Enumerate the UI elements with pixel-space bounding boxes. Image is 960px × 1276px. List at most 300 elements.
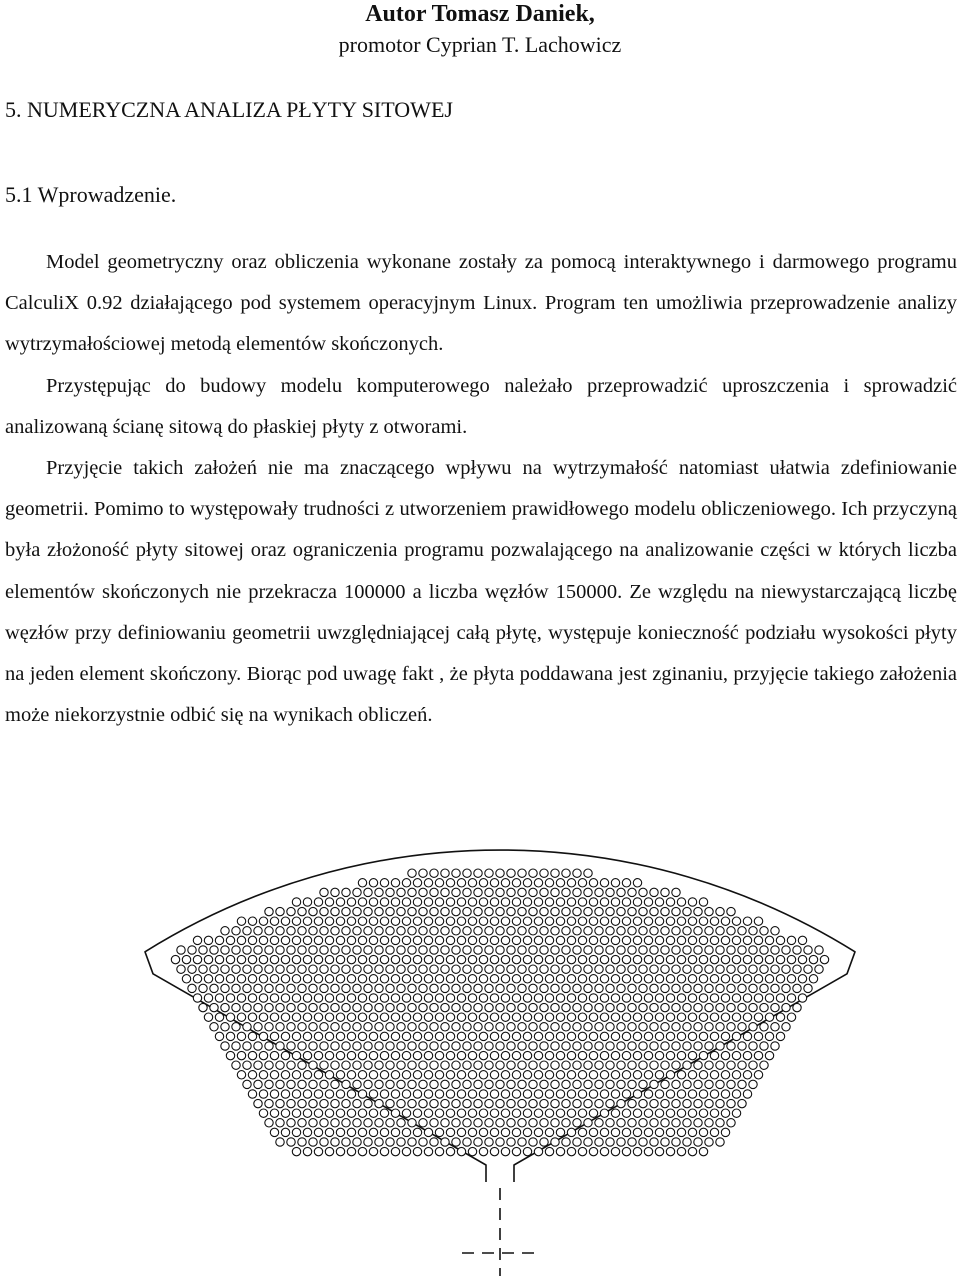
tube-hole xyxy=(661,1080,669,1088)
tube-hole xyxy=(545,1128,553,1136)
tube-hole xyxy=(672,927,680,935)
tube-hole xyxy=(584,946,592,954)
tube-hole xyxy=(606,1023,614,1031)
tube-hole xyxy=(672,888,680,896)
tube-hole xyxy=(496,946,504,954)
tube-hole xyxy=(490,1128,498,1136)
tube-hole xyxy=(353,1023,361,1031)
tube-hole xyxy=(331,1061,339,1069)
tube-hole xyxy=(617,1061,625,1069)
tube-hole xyxy=(424,975,432,983)
tube-hole xyxy=(325,1147,333,1155)
tube-hole xyxy=(622,879,630,887)
tube-hole xyxy=(518,1080,526,1088)
tube-hole xyxy=(699,1090,707,1098)
tube-hole xyxy=(276,1080,284,1088)
tube-hole xyxy=(804,984,812,992)
tube-hole xyxy=(512,1013,520,1021)
tube-hole xyxy=(567,1147,575,1155)
tube-hole xyxy=(485,1042,493,1050)
tube-hole xyxy=(655,936,663,944)
tube-hole xyxy=(254,1003,262,1011)
tube-hole xyxy=(578,1109,586,1117)
tube-hole xyxy=(573,927,581,935)
tube-hole xyxy=(523,1013,531,1021)
tube-hole xyxy=(501,1090,509,1098)
tube-hole xyxy=(578,917,586,925)
tube-hole xyxy=(705,946,713,954)
tube-hole xyxy=(534,1071,542,1079)
tube-hole xyxy=(782,984,790,992)
tube-hole xyxy=(523,898,531,906)
tube-hole xyxy=(457,917,465,925)
tube-hole xyxy=(474,1119,482,1127)
tube-hole xyxy=(760,1061,768,1069)
tube-hole xyxy=(336,1051,344,1059)
tube-hole xyxy=(342,888,350,896)
tube-hole xyxy=(457,1090,465,1098)
tube-hole xyxy=(562,984,570,992)
chapter-title: 5. NUMERYCZNA ANALIZA PŁYTY SITOWEJ xyxy=(5,97,453,122)
tube-hole xyxy=(694,1138,702,1146)
tube-hole xyxy=(463,1042,471,1050)
tube-hole xyxy=(628,888,636,896)
tube-hole xyxy=(496,888,504,896)
tube-hole xyxy=(617,1003,625,1011)
tube-hole xyxy=(545,1147,553,1155)
tube-hole xyxy=(743,1071,751,1079)
tube-hole xyxy=(595,1138,603,1146)
tube-hole xyxy=(424,1051,432,1059)
tube-hole xyxy=(562,869,570,877)
tube-hole xyxy=(270,936,278,944)
tube-hole xyxy=(292,994,300,1002)
tube-hole xyxy=(193,975,201,983)
tube-hole xyxy=(204,1013,212,1021)
tube-hole xyxy=(243,965,251,973)
tube-hole xyxy=(336,917,344,925)
tube-hole xyxy=(611,955,619,963)
tube-hole xyxy=(386,927,394,935)
tube-hole xyxy=(424,1032,432,1040)
tube-hole xyxy=(771,946,779,954)
tube-hole xyxy=(419,1119,427,1127)
tube-hole xyxy=(600,1013,608,1021)
tube-hole xyxy=(556,898,564,906)
tube-hole xyxy=(446,1013,454,1021)
tube-hole xyxy=(309,1003,317,1011)
tube-hole xyxy=(265,1099,273,1107)
tube-hole xyxy=(518,1003,526,1011)
tube-hole xyxy=(672,1042,680,1050)
tube-hole xyxy=(617,984,625,992)
tube-hole xyxy=(710,936,718,944)
tube-hole xyxy=(380,955,388,963)
tube-hole xyxy=(331,927,339,935)
tube-hole xyxy=(435,1128,443,1136)
tube-hole xyxy=(496,984,504,992)
tube-hole xyxy=(611,936,619,944)
tube-hole xyxy=(655,1109,663,1117)
tube-hole xyxy=(545,898,553,906)
tube-hole xyxy=(661,1023,669,1031)
tube-hole xyxy=(628,946,636,954)
tube-hole xyxy=(342,1003,350,1011)
tube-hole xyxy=(595,946,603,954)
tube-hole xyxy=(628,1023,636,1031)
tube-hole xyxy=(507,1023,515,1031)
tube-hole xyxy=(556,975,564,983)
tube-hole xyxy=(193,994,201,1002)
tube-hole xyxy=(606,946,614,954)
tube-hole xyxy=(292,975,300,983)
tube-hole xyxy=(688,917,696,925)
tube-hole xyxy=(584,1119,592,1127)
tube-hole xyxy=(419,888,427,896)
tube-hole xyxy=(765,1013,773,1021)
tube-hole xyxy=(375,984,383,992)
tube-hole xyxy=(661,1003,669,1011)
tube-hole xyxy=(705,1099,713,1107)
tube-hole xyxy=(600,1071,608,1079)
tube-hole xyxy=(672,1119,680,1127)
tube-hole xyxy=(721,955,729,963)
tube-hole xyxy=(490,917,498,925)
tube-hole xyxy=(314,1013,322,1021)
tube-hole xyxy=(562,946,570,954)
tube-hole xyxy=(413,1071,421,1079)
tube-hole xyxy=(787,994,795,1002)
tube-hole xyxy=(655,1032,663,1040)
tube-hole xyxy=(556,1013,564,1021)
tube-hole xyxy=(441,1138,449,1146)
tube-hole xyxy=(413,936,421,944)
tube-hole xyxy=(232,1042,240,1050)
tube-hole xyxy=(331,946,339,954)
tube-hole xyxy=(694,1042,702,1050)
tube-hole xyxy=(666,975,674,983)
tube-hole xyxy=(639,1138,647,1146)
tube-hole xyxy=(694,907,702,915)
tube-hole xyxy=(655,955,663,963)
tube-hole xyxy=(325,936,333,944)
tube-hole xyxy=(496,1061,504,1069)
tube-hole xyxy=(364,984,372,992)
tube-hole xyxy=(793,984,801,992)
tube-hole xyxy=(281,917,289,925)
tube-hole xyxy=(430,1080,438,1088)
tube-hole xyxy=(683,1080,691,1088)
tube-hole xyxy=(265,1042,273,1050)
tube-hole xyxy=(347,975,355,983)
tube-hole xyxy=(452,1138,460,1146)
tube-hole xyxy=(320,1099,328,1107)
tube-hole xyxy=(463,965,471,973)
tube-hole xyxy=(479,1013,487,1021)
tube-hole xyxy=(551,927,559,935)
tube-hole xyxy=(639,1099,647,1107)
tube-hole xyxy=(237,955,245,963)
tube-hole xyxy=(320,1080,328,1088)
tube-hole xyxy=(760,1003,768,1011)
tube-hole xyxy=(672,1003,680,1011)
tube-hole xyxy=(562,1003,570,1011)
tube-hole xyxy=(540,1023,548,1031)
tube-hole xyxy=(749,984,757,992)
tube-hole xyxy=(683,1099,691,1107)
tube-hole xyxy=(336,975,344,983)
tube-hole xyxy=(485,907,493,915)
tube-hole xyxy=(325,1090,333,1098)
tube-hole xyxy=(199,965,207,973)
tube-hole xyxy=(419,1138,427,1146)
tube-hole xyxy=(380,1147,388,1155)
tube-hole xyxy=(507,965,515,973)
tube-hole xyxy=(666,1032,674,1040)
tube-hole xyxy=(589,1051,597,1059)
tube-hole xyxy=(650,1138,658,1146)
tube-hole xyxy=(716,1138,724,1146)
tube-hole xyxy=(232,946,240,954)
tube-hole xyxy=(573,1042,581,1050)
tube-hole xyxy=(375,1003,383,1011)
tube-hole xyxy=(732,1090,740,1098)
tube-hole xyxy=(424,917,432,925)
tube-hole xyxy=(325,917,333,925)
tube-hole xyxy=(248,1051,256,1059)
tube-hole xyxy=(496,1099,504,1107)
tube-hole xyxy=(556,917,564,925)
tube-hole xyxy=(716,1099,724,1107)
tube-hole xyxy=(331,1042,339,1050)
tube-hole xyxy=(677,1128,685,1136)
tube-hole xyxy=(270,1051,278,1059)
tube-hole xyxy=(298,1138,306,1146)
tube-hole xyxy=(204,936,212,944)
tube-hole xyxy=(534,917,542,925)
tube-hole xyxy=(276,965,284,973)
tube-hole xyxy=(380,936,388,944)
tube-hole xyxy=(507,1080,515,1088)
tube-hole xyxy=(628,984,636,992)
tube-hole xyxy=(578,1147,586,1155)
tube-hole xyxy=(397,1099,405,1107)
tube-hole xyxy=(617,1119,625,1127)
tube-hole xyxy=(617,1023,625,1031)
tube-hole xyxy=(435,936,443,944)
tube-hole xyxy=(386,1138,394,1146)
tube-hole xyxy=(485,965,493,973)
tube-hole xyxy=(408,1061,416,1069)
tube-hole xyxy=(694,984,702,992)
tube-hole xyxy=(512,955,520,963)
tube-hole xyxy=(512,936,520,944)
tube-hole xyxy=(446,1032,454,1040)
tube-hole xyxy=(468,1109,476,1117)
tube-hole xyxy=(248,917,256,925)
tube-hole xyxy=(430,946,438,954)
tube-hole xyxy=(430,927,438,935)
tube-hole xyxy=(529,1119,537,1127)
tube-hole xyxy=(298,1099,306,1107)
tube-hole xyxy=(551,869,559,877)
tube-hole xyxy=(270,917,278,925)
tube-hole xyxy=(633,936,641,944)
tube-hole xyxy=(650,965,658,973)
tube-hole xyxy=(226,1013,234,1021)
tube-hole xyxy=(292,898,300,906)
tube-hole xyxy=(457,898,465,906)
tube-hole xyxy=(364,927,372,935)
tube-hole xyxy=(369,975,377,983)
tube-hole xyxy=(287,1138,295,1146)
tube-hole xyxy=(567,1109,575,1117)
tube-hole xyxy=(391,975,399,983)
tube-hole xyxy=(501,1071,509,1079)
tube-hole xyxy=(309,984,317,992)
tube-hole xyxy=(408,1023,416,1031)
tube-hole xyxy=(430,888,438,896)
tube-hole xyxy=(512,1147,520,1155)
tube-hole xyxy=(595,888,603,896)
tube-hole xyxy=(716,907,724,915)
tube-hole xyxy=(705,907,713,915)
tube-hole xyxy=(177,965,185,973)
tube-hole xyxy=(496,869,504,877)
tube-hole xyxy=(683,965,691,973)
tube-hole xyxy=(633,955,641,963)
tube-hole xyxy=(298,1061,306,1069)
tube-hole xyxy=(567,955,575,963)
tube-hole xyxy=(639,907,647,915)
tube-hole xyxy=(276,946,284,954)
tube-hole xyxy=(347,955,355,963)
tube-hole xyxy=(540,1119,548,1127)
tube-hole xyxy=(474,965,482,973)
tube-hole xyxy=(556,1032,564,1040)
tube-hole xyxy=(369,994,377,1002)
tube-hole xyxy=(501,955,509,963)
tube-hole xyxy=(188,946,196,954)
tube-hole xyxy=(699,1051,707,1059)
tube-hole xyxy=(430,1119,438,1127)
tube-hole xyxy=(265,984,273,992)
tube-hole xyxy=(298,1119,306,1127)
tube-hole xyxy=(380,1090,388,1098)
tube-hole xyxy=(369,1109,377,1117)
tube-hole xyxy=(639,927,647,935)
tube-hole xyxy=(468,1071,476,1079)
tube-hole xyxy=(518,927,526,935)
tube-hole xyxy=(364,1023,372,1031)
tube-hole xyxy=(595,984,603,992)
holes-group xyxy=(171,869,828,1156)
tube-hole xyxy=(732,917,740,925)
tube-hole xyxy=(529,1003,537,1011)
tube-hole xyxy=(776,936,784,944)
tube-hole xyxy=(419,927,427,935)
tube-hole xyxy=(441,1080,449,1088)
tube-hole xyxy=(386,1119,394,1127)
tube-hole xyxy=(562,1119,570,1127)
tube-hole xyxy=(567,1090,575,1098)
tube-hole xyxy=(699,1071,707,1079)
tube-hole xyxy=(611,994,619,1002)
tube-hole xyxy=(743,1013,751,1021)
tube-hole xyxy=(325,1013,333,1021)
tube-hole xyxy=(584,869,592,877)
tube-hole xyxy=(430,1042,438,1050)
tube-hole xyxy=(518,946,526,954)
tube-hole xyxy=(468,1147,476,1155)
tube-hole xyxy=(408,1003,416,1011)
tube-hole xyxy=(347,936,355,944)
tube-hole xyxy=(705,1080,713,1088)
tube-hole xyxy=(413,955,421,963)
tube-hole xyxy=(567,898,575,906)
tube-hole xyxy=(375,927,383,935)
tube-hole xyxy=(320,984,328,992)
tube-hole xyxy=(732,1013,740,1021)
tube-hole xyxy=(287,1080,295,1088)
tube-hole xyxy=(479,975,487,983)
tube-hole xyxy=(551,1099,559,1107)
tube-hole xyxy=(468,1013,476,1021)
tube-hole xyxy=(611,1147,619,1155)
tube-hole xyxy=(507,888,515,896)
tube-hole xyxy=(413,1147,421,1155)
tube-hole xyxy=(694,1099,702,1107)
tube-hole xyxy=(375,946,383,954)
tube-hole xyxy=(364,1042,372,1050)
tube-hole xyxy=(534,994,542,1002)
tube-hole xyxy=(644,975,652,983)
tube-hole xyxy=(760,965,768,973)
tube-hole xyxy=(716,927,724,935)
tube-hole xyxy=(490,1013,498,1021)
tube-hole xyxy=(661,1099,669,1107)
tube-hole xyxy=(419,1099,427,1107)
tube-hole xyxy=(292,1090,300,1098)
tube-hole xyxy=(342,1061,350,1069)
tube-hole xyxy=(661,984,669,992)
tube-hole xyxy=(386,1003,394,1011)
tube-hole xyxy=(347,1109,355,1117)
tube-hole xyxy=(358,1051,366,1059)
tube-hole xyxy=(512,994,520,1002)
tube-hole xyxy=(556,1051,564,1059)
tube-hole xyxy=(243,946,251,954)
tube-hole xyxy=(243,1080,251,1088)
tube-hole xyxy=(523,1109,531,1117)
tube-hole xyxy=(419,1003,427,1011)
tube-hole xyxy=(270,1090,278,1098)
tube-hole xyxy=(413,1013,421,1021)
tube-hole xyxy=(353,965,361,973)
tube-hole xyxy=(441,927,449,935)
tube-hole xyxy=(204,955,212,963)
tube-hole xyxy=(490,975,498,983)
tube-hole xyxy=(633,879,641,887)
tube-hole xyxy=(672,1138,680,1146)
tube-hole xyxy=(391,917,399,925)
tube-hole xyxy=(677,1013,685,1021)
tube-hole xyxy=(749,1023,757,1031)
tube-hole xyxy=(281,1109,289,1117)
tube-hole xyxy=(512,1128,520,1136)
tube-hole xyxy=(496,1138,504,1146)
tube-hole xyxy=(633,1090,641,1098)
